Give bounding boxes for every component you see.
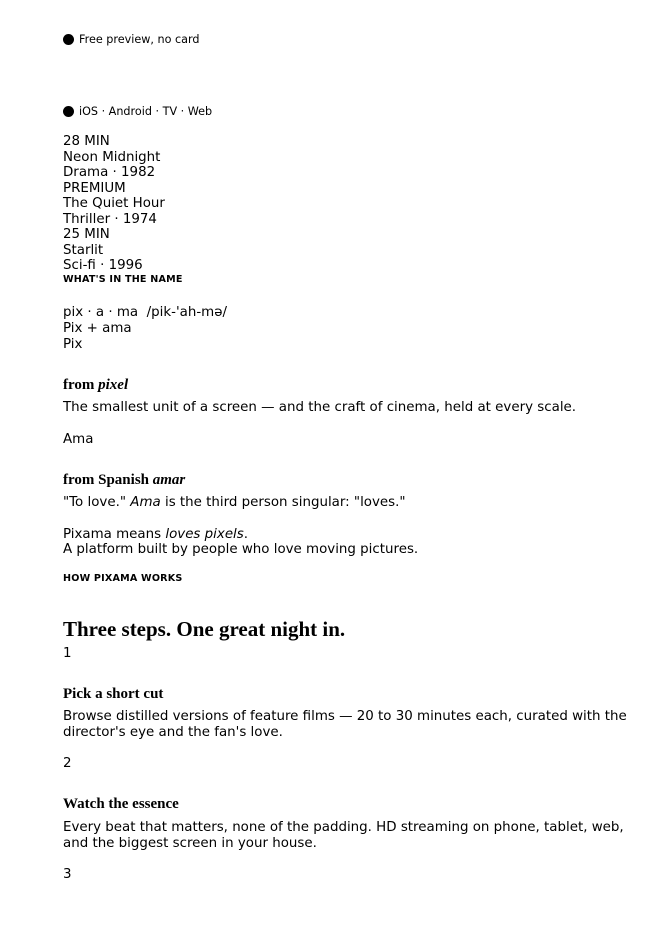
name-part-word: Pix (63, 337, 83, 352)
film-card-meta: Thriller · 1974 (63, 211, 157, 227)
name-section-kicker: WHAT'S IN THE NAME (63, 274, 183, 285)
platforms-text: iOS · Android · TV · Web (79, 105, 213, 118)
how-section-kicker: HOW PIXAMA WORKS (63, 573, 183, 584)
name-part-definition: The smallest unit of a screen — and the craft of cinema, held at every scale. (63, 400, 577, 415)
film-card-tag: PREMIUM (63, 180, 126, 196)
bullet-dot-icon (63, 34, 74, 45)
step-number: 3 (63, 867, 72, 882)
step-title: Watch the essence (63, 796, 179, 812)
name-part-definition: "To love." Ama is the third person singular: "loves." (63, 495, 406, 510)
step-body: Browse distilled versions of feature films — 20 to 30 minutes each, curated with the director's eye and the fan's love. (63, 709, 627, 740)
name-formula: Pix + ama (63, 321, 132, 336)
name-part-origin: from pixel (63, 377, 129, 393)
name-part-word: Ama (63, 432, 94, 447)
film-card-meta: Sci-fi · 1996 (63, 258, 143, 273)
how-section-heading: Three steps. One great night in. (63, 617, 346, 641)
film-list (63, 134, 165, 274)
film-card-title[interactable]: Neon Midnight (63, 149, 161, 165)
film-card-meta: Drama · 1982 (63, 165, 156, 180)
free-preview-badge (63, 33, 200, 46)
film-card-tag: 28 MIN (63, 134, 110, 149)
film-card-title[interactable]: The Quiet Hour (63, 196, 165, 211)
pronunciation-line (63, 305, 227, 321)
step-body: Every beat that matters, none of the padding. HD streaming on phone, tablet, web, and the biggest screen in your house. (63, 820, 624, 851)
pronunciation-text: pix · a · ma (63, 305, 139, 320)
name-part-origin: from Spanish amar (63, 472, 186, 488)
platforms-badge (63, 105, 212, 118)
film-card-tag: 25 MIN (63, 227, 110, 242)
step-number: 2 (63, 756, 72, 771)
bullet-dot-icon (63, 106, 74, 117)
phonetic-text: /pik-'ah-mə/ (146, 305, 227, 320)
name-tagline: A platform built by people who love moving pictures. (63, 542, 419, 557)
film-card-title[interactable]: Starlit (63, 242, 104, 258)
step-number: 1 (63, 646, 72, 661)
name-meaning: Pixama means loves pixels. (63, 527, 249, 542)
step-title: Pick a short cut (63, 686, 164, 702)
free-preview-text: Free preview, no card (79, 33, 200, 46)
